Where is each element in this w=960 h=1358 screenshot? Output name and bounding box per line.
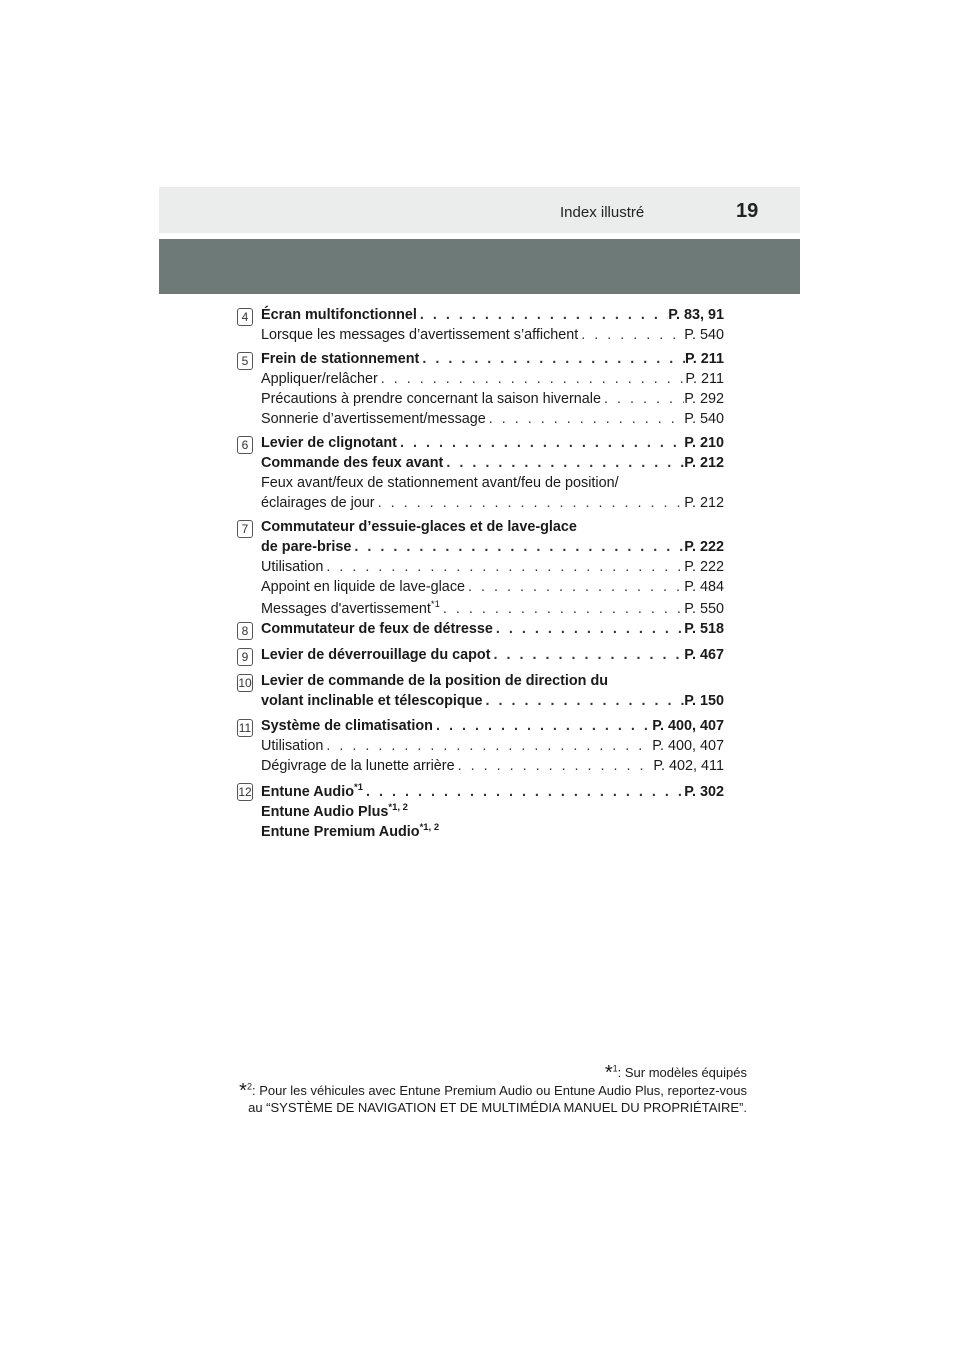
index-line-link[interactable] <box>261 693 724 713</box>
entry-label-text: Utilisation <box>261 559 324 575</box>
dot-leader <box>397 435 684 451</box>
entry-label-text: Entune Premium Audio <box>261 824 420 840</box>
entry-label <box>261 673 608 689</box>
entry-label-text: Dégivrage de la lunette arrière <box>261 758 455 774</box>
index-line-link[interactable] <box>261 621 724 641</box>
entry-label <box>261 758 455 774</box>
entry-label-text: de pare-brise <box>261 539 352 555</box>
entry-label <box>261 579 465 595</box>
page-reference[interactable]: P. 222 <box>684 559 724 575</box>
dot-leader <box>465 579 684 595</box>
index-line-link[interactable] <box>261 758 724 778</box>
dot-leader <box>433 718 652 734</box>
footnote-ref: *1, 2 <box>388 802 408 813</box>
entry-label-text: Commutateur d’essuie-glaces et de lave-glace <box>261 519 577 535</box>
dot-leader <box>601 391 684 407</box>
index-line-link[interactable] <box>261 579 724 599</box>
index-line-link[interactable] <box>261 351 724 371</box>
entry-label <box>261 738 323 754</box>
page-reference[interactable]: P. 222 <box>684 539 724 555</box>
index-line <box>261 475 724 495</box>
dot-leader <box>483 693 685 709</box>
header-bar <box>159 239 800 294</box>
entry-label-text: Messages d'avertissement <box>261 601 431 617</box>
entry-label-text: Système de climatisation <box>261 718 433 734</box>
dot-leader <box>455 758 654 774</box>
number-badge: 9 <box>237 648 253 666</box>
entry-label <box>261 351 419 367</box>
footnote-star: * <box>604 1062 613 1084</box>
page-reference[interactable]: P. 211 <box>685 371 724 387</box>
entry-label <box>261 599 440 617</box>
number-badge: 7 <box>237 520 253 538</box>
entry-label-text: volant inclinable et télescopique <box>261 693 483 709</box>
entry-label <box>261 782 363 800</box>
entry-label <box>261 802 408 820</box>
index-line-link[interactable] <box>261 495 724 515</box>
header-band <box>159 187 800 233</box>
footnote-text: : Pour les véhicules avec Entune Premium Audio ou Entune Audio Plus, reportez-vous <box>251 1083 747 1098</box>
entry-label <box>261 475 619 491</box>
page-reference[interactable]: P. 550 <box>684 601 724 617</box>
entry-label-text: Sonnerie d’avertissement/message <box>261 411 486 427</box>
entry-label-text: Frein de stationnement <box>261 351 420 367</box>
entry-label <box>261 391 601 407</box>
dot-leader <box>323 559 684 575</box>
footnote-marker: 2 <box>246 1081 252 1092</box>
page-reference[interactable]: P. 211 <box>685 351 724 367</box>
index-line-link[interactable] <box>261 782 724 802</box>
index-line-link[interactable] <box>261 455 724 475</box>
dot-leader <box>486 411 684 427</box>
index-line-link[interactable] <box>261 307 724 327</box>
dot-leader <box>578 327 684 343</box>
entry-label-text: Levier de clignotant <box>261 435 397 451</box>
entry-label <box>261 411 486 427</box>
entry-label <box>261 822 439 840</box>
entry-label <box>261 327 578 343</box>
entry-label <box>261 693 483 709</box>
page-reference[interactable]: P. 302 <box>684 784 724 800</box>
index-line <box>261 822 724 842</box>
index-line-link[interactable] <box>261 738 724 758</box>
entry-label <box>261 559 323 575</box>
number-badge: 8 <box>237 622 253 640</box>
dot-leader <box>440 601 684 617</box>
number-badge: 12 <box>238 785 252 799</box>
dot-leader <box>351 539 684 555</box>
entry-label-text: Utilisation <box>261 738 324 754</box>
page-reference[interactable]: P. 400, 407 <box>652 738 724 754</box>
page-reference[interactable]: P. 212 <box>684 455 724 471</box>
page-reference[interactable]: P. 150 <box>684 693 724 709</box>
entry-label <box>261 539 351 555</box>
footnote-star: * <box>239 1080 247 1102</box>
entry-label-text: Feux avant/feux de stationnement avant/feu de position/ <box>261 475 619 491</box>
number-badge: 5 <box>237 352 253 370</box>
entry-label-text: Appoint en liquide de lave-glace <box>261 579 466 595</box>
entry-label-text: éclairages de jour <box>261 495 375 511</box>
entry-label <box>261 647 491 663</box>
footnote-text: : Sur modèles équipés <box>617 1065 747 1080</box>
index-line-link[interactable] <box>261 539 724 559</box>
index-line <box>261 802 724 822</box>
entry-label-text: Entune Audio <box>261 784 354 800</box>
dot-leader <box>419 351 685 367</box>
index-line-link[interactable] <box>261 718 724 738</box>
footnote-ref: *1 <box>430 599 440 610</box>
entry-label <box>261 455 443 471</box>
page-reference[interactable]: P. 540 <box>684 327 724 343</box>
entry-label-text: Appliquer/relâcher <box>261 371 378 387</box>
entry-label-text: Commande des feux avant <box>261 455 444 471</box>
dot-leader <box>378 371 686 387</box>
index-line-link[interactable] <box>261 327 724 347</box>
entry-label <box>261 519 577 535</box>
entry-label <box>261 371 378 387</box>
page-number: 19 <box>736 200 759 222</box>
page-reference[interactable]: P. 83, 91 <box>668 307 724 323</box>
entry-label <box>261 435 397 451</box>
entry-label <box>261 495 375 511</box>
index-line-link[interactable] <box>261 435 724 455</box>
number-badge: 10 <box>238 676 252 690</box>
entry-label-text: Précautions à prendre concernant la saison hivernale <box>261 391 601 407</box>
footnote-ref: *1 <box>354 782 363 793</box>
entry-label-text: Commutateur de feux de détresse <box>261 621 493 637</box>
index-line-link[interactable] <box>261 647 724 667</box>
page-reference[interactable]: P. 400, 407 <box>652 718 724 734</box>
page-reference[interactable]: P. 540 <box>684 411 724 427</box>
page-reference[interactable]: P. 518 <box>684 621 724 637</box>
dot-leader <box>323 738 652 754</box>
footnote-ref: *1, 2 <box>419 822 440 833</box>
index-line <box>261 673 724 693</box>
entry-label-text: Entune Audio Plus <box>261 804 389 820</box>
dot-leader <box>443 455 684 471</box>
entry-label-text: Écran multifonctionnel <box>261 307 417 323</box>
index-line-link[interactable] <box>261 391 724 411</box>
entry-label-text: Levier de commande de la position de direction du <box>261 673 609 689</box>
index-line-link[interactable] <box>261 411 724 431</box>
index-line-link[interactable] <box>261 599 724 619</box>
page-reference[interactable]: P. 212 <box>684 495 724 511</box>
footnote-2-continued: au “SYSTÈME DE NAVIGATION ET DE MULTIMÉDIA MANUEL DU PROPRIÉTAIRE”. <box>248 1100 747 1115</box>
page-reference[interactable]: P. 402, 411 <box>653 758 724 774</box>
entry-label-text: Lorsque les messages d’avertissement s’affichent <box>261 327 579 343</box>
dot-leader <box>491 647 685 663</box>
page-reference[interactable]: P. 467 <box>684 647 724 663</box>
number-badge: 6 <box>237 436 253 454</box>
dot-leader <box>363 784 684 800</box>
index-line-link[interactable] <box>261 371 724 391</box>
page-reference[interactable]: P. 292 <box>684 391 724 407</box>
dot-leader <box>417 307 668 323</box>
index-line-link[interactable] <box>261 559 724 579</box>
section-title: Index illustré <box>560 204 645 221</box>
entry-label <box>261 718 433 734</box>
page-reference[interactable]: P. 210 <box>684 435 724 451</box>
footnote-marker: 1 <box>612 1063 618 1074</box>
number-badge: 4 <box>237 308 253 326</box>
dot-leader <box>493 621 684 637</box>
number-badge: 11 <box>238 721 252 735</box>
entry-label-text: Levier de déverrouillage du capot <box>261 647 491 663</box>
entry-label <box>261 621 493 637</box>
dot-leader <box>375 495 685 511</box>
entry-label <box>261 307 417 323</box>
index-line <box>261 519 724 539</box>
page-reference[interactable]: P. 484 <box>684 579 724 595</box>
